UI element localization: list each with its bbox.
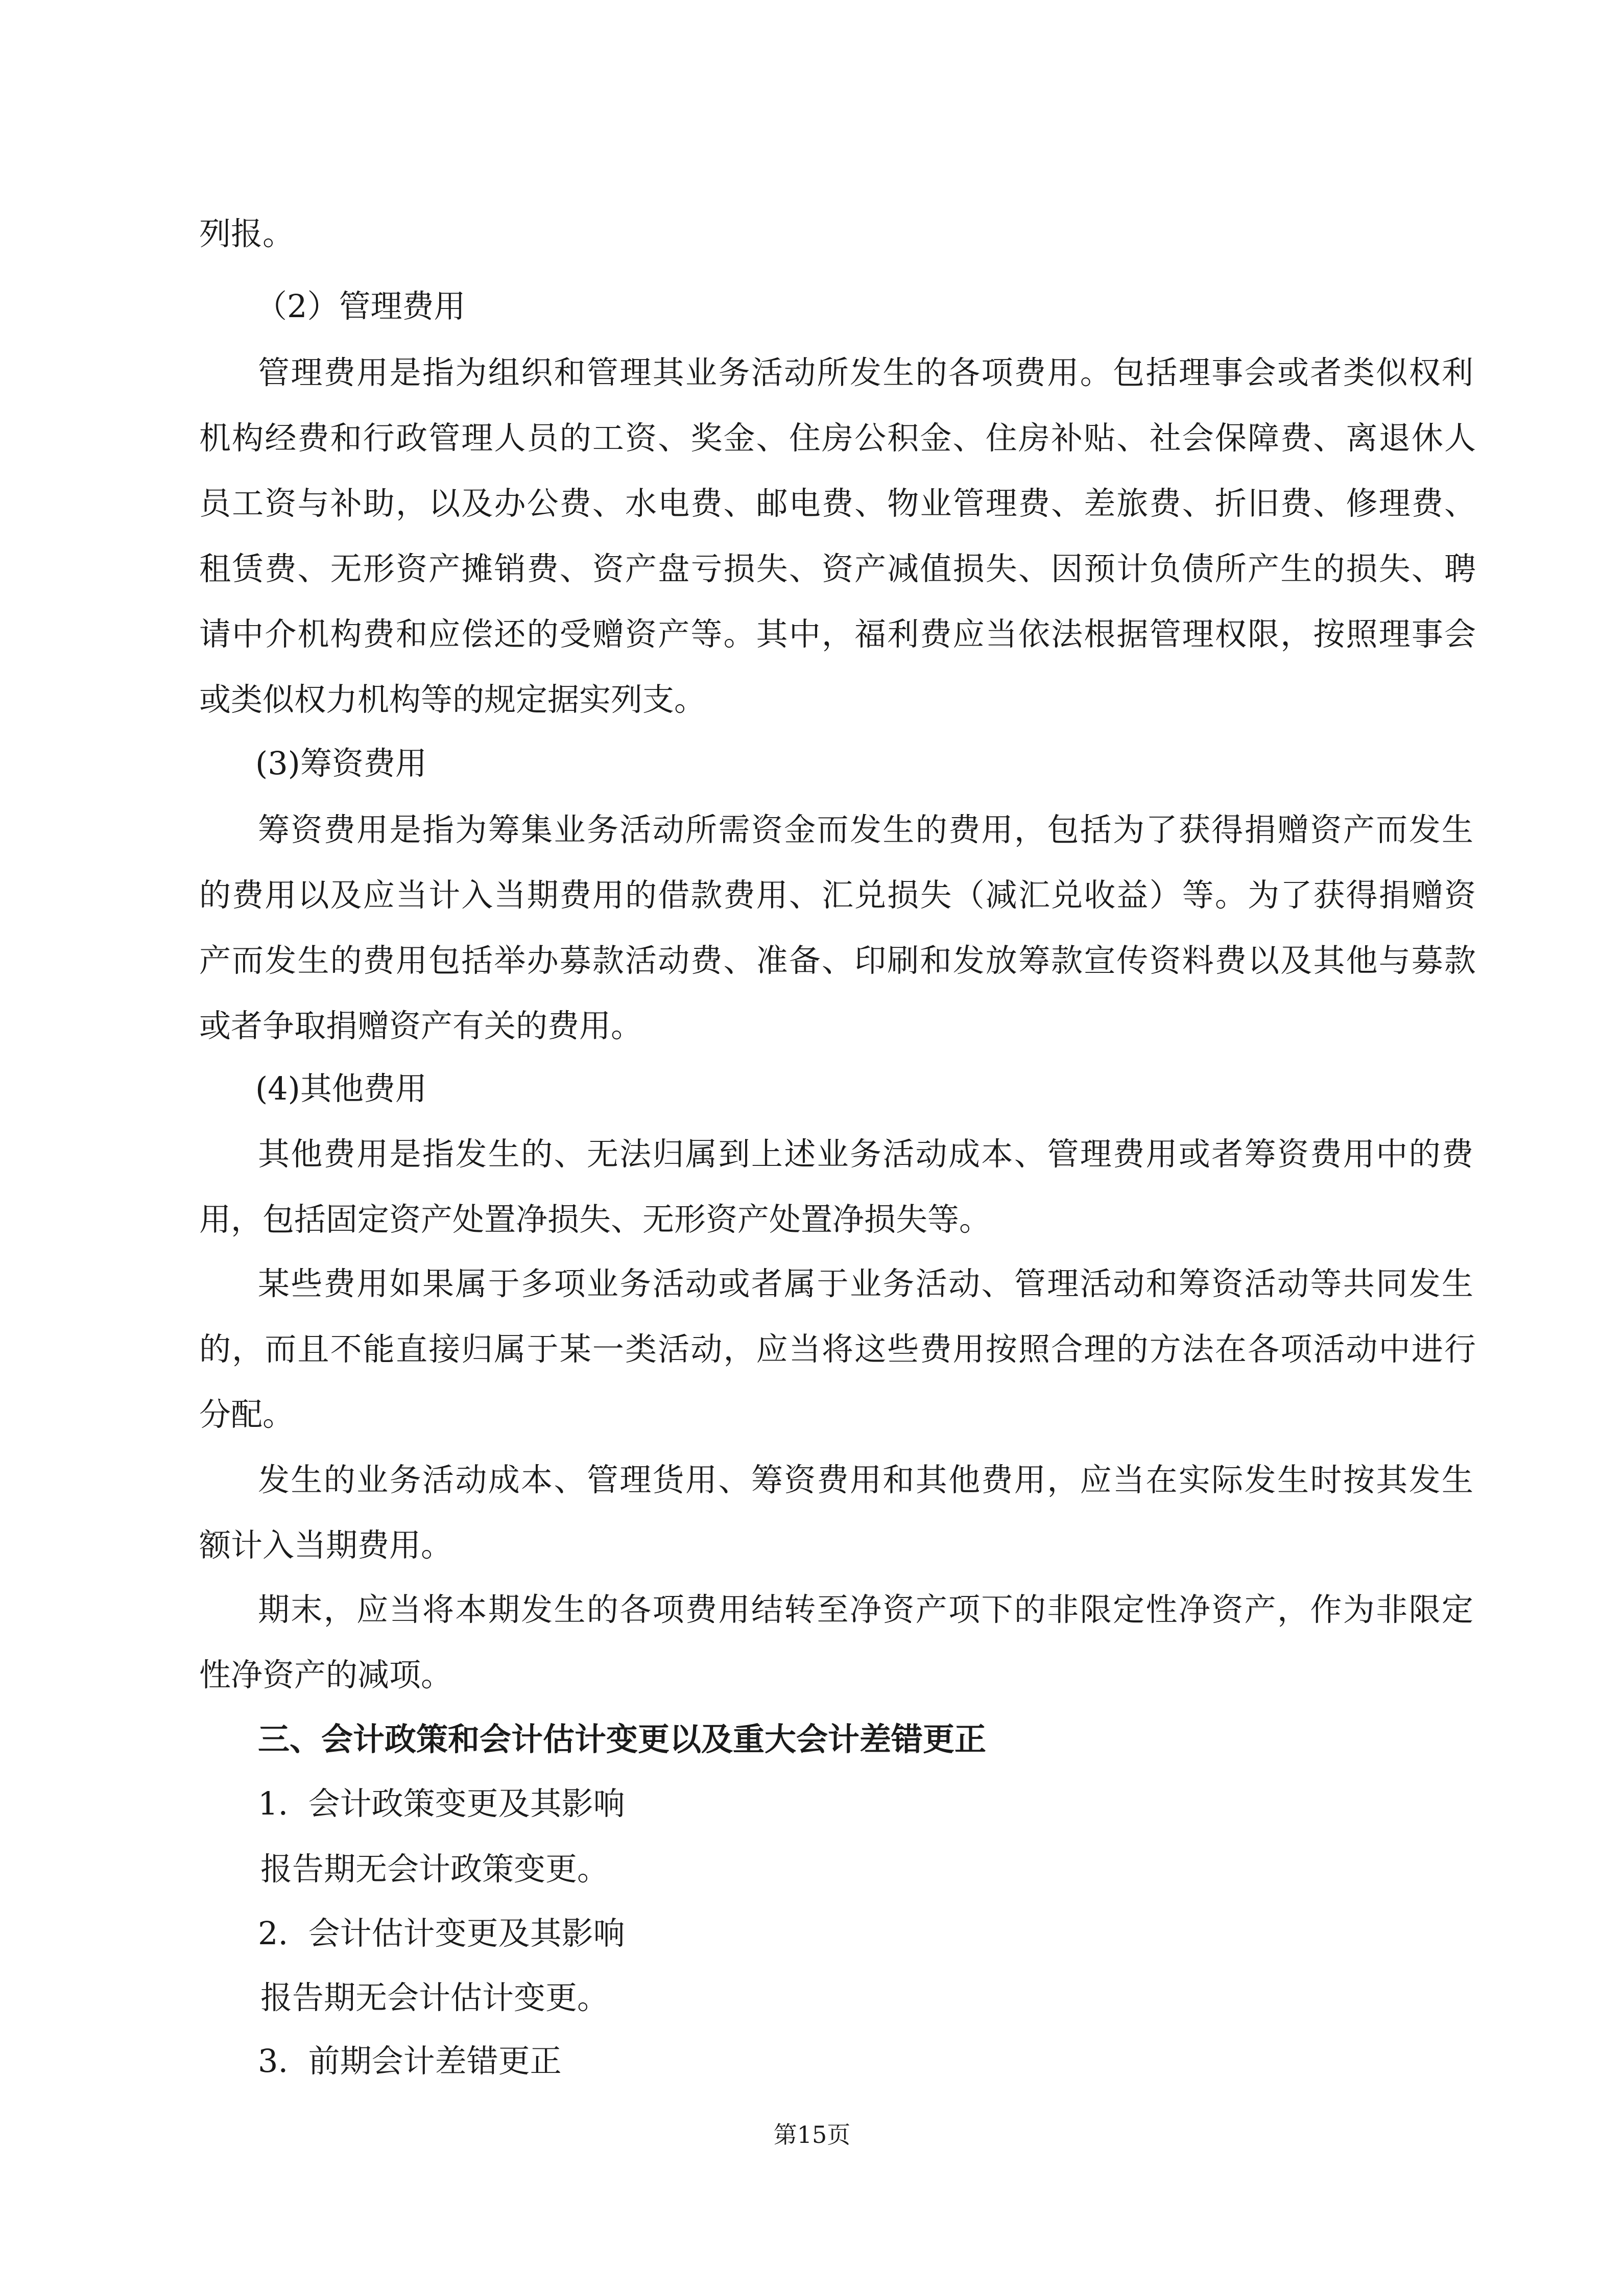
text-line: 租赁费、无形资产摊销费、资产盘亏损失、资产减值损失、因预计负债所产生的损失、聘 [199, 550, 1476, 587]
text-line: 某些费用如果属于多项业务活动或者属于业务活动、管理活动和筹资活动等共同发生 [258, 1265, 1473, 1302]
text-line: 列报。 [199, 215, 295, 252]
text-line: 报告期无会计估计变更。 [260, 1979, 609, 2016]
text-line: 产而发生的费用包括举办募款活动费、准备、印刷和发放筹款宣传资料费以及其他与募款 [199, 942, 1476, 979]
text-line: 性净资产的减项。 [199, 1656, 453, 1693]
text-line: 请中介机构费和应偿还的受赠资产等。其中，福利费应当依法根据管理权限，按照理事会 [199, 615, 1476, 653]
text-line: 期末，应当将本期发生的各项费用结转至净资产项下的非限定性净资产，作为非限定 [258, 1591, 1473, 1628]
text-line: 或类似权力机构等的规定据实列支。 [199, 681, 706, 718]
subsection-heading: 1. 会计政策变更及其影响 [258, 1785, 625, 1822]
section-heading: （2）管理费用 [255, 288, 466, 325]
text-line: 用，包括固定资产处置净损失、无形资产处置净损失等。 [199, 1201, 991, 1238]
text-line: 报告期无会计政策变更。 [260, 1850, 609, 1888]
section-heading: (3)筹资费用 [255, 745, 427, 782]
text-line: 员工资与补助，以及办公费、水电费、邮电费、物业管理费、差旅费、折旧费、修理费、 [199, 485, 1476, 522]
page-number: 第15页 [773, 2121, 851, 2148]
text-line: 管理费用是指为组织和管理其业务活动所发生的各项费用。包括理事会或者类似权利 [258, 354, 1473, 391]
text-line: 发生的业务活动成本、管理货用、筹资费用和其他费用，应当在实际发生时按其发生 [258, 1461, 1473, 1498]
text-line: 的，而且不能直接归属于某一类活动，应当将这些费用按照合理的方法在各项活动中进行 [199, 1330, 1476, 1368]
text-line: 其他费用是指发生的、无法归属到上述业务活动成本、管理费用或者筹资费用中的费 [258, 1135, 1473, 1173]
chapter-heading: 三、会计政策和会计估计变更以及重大会计差错更正 [258, 1721, 987, 1758]
text-line: 机构经费和行政管理人员的工资、奖金、住房公积金、住房补贴、社会保障费、离退休人 [199, 419, 1476, 457]
text-line: 分配。 [199, 1396, 295, 1433]
section-heading: (4)其他费用 [255, 1070, 427, 1107]
subsection-heading: 2. 会计估计变更及其影响 [258, 1915, 625, 1952]
text-line: 筹资费用是指为筹集业务活动所需资金而发生的费用，包括为了获得捐赠资产而发生 [258, 811, 1473, 848]
subsection-heading: 3. 前期会计差错更正 [258, 2042, 562, 2080]
text-line: 额计入当期费用。 [199, 1526, 453, 1564]
text-line: 的费用以及应当计入当期费用的借款费用、汇兑损失（减汇兑收益）等。为了获得捐赠资 [199, 876, 1476, 914]
text-line: 或者争取捐赠资产有关的费用。 [199, 1007, 643, 1044]
